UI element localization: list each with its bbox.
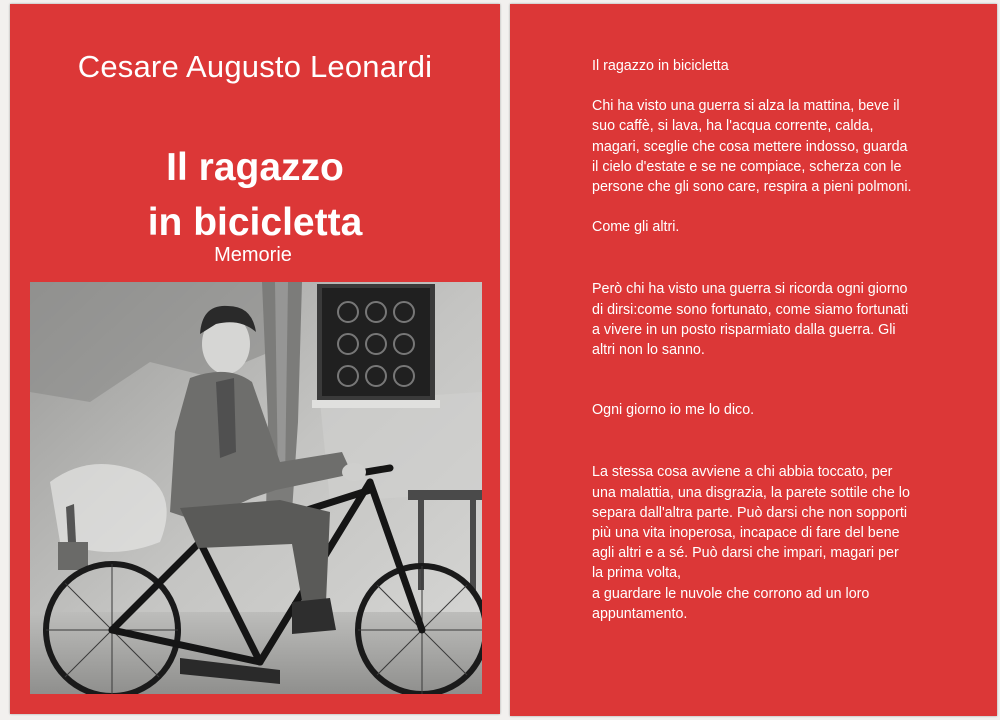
blurb-paragraph: Ogni giorno io me lo dico. [592,402,755,419]
book-subtitle: Memorie [214,244,292,266]
blurb-paragraph: Come gli altri. [592,219,680,236]
blurb-paragraph: La stessa cosa avviene a chi abbia toccato, per una malattia, una disgrazia, la parete sottile che lo separa dall'altra parte. Può darsi che non sopporti più una vita inoperosa, incapace di fare del bene agli altri e a sé. Può darsi che impari, magari per la prima volta, a guardare le nuvole che corrono ad un loro appuntamento. [592,464,910,622]
author-name: Cesare Augusto Leonardi [77,49,433,84]
back-cover [510,4,997,716]
title-line-2: in bicicletta [147,201,363,244]
boy-on-bicycle-photo [30,282,482,694]
back-cover-blurb [592,56,952,624]
front-cover [10,4,500,714]
blurb-paragraph: Però chi ha visto una guerra si ricorda ogni giorno di dirsi:come sono fortunato, come siamo fortunati a vivere in un posto risparmiato dalla guerra. Gli altri non lo sanno. [592,281,909,359]
cover-photo [30,282,482,694]
title-line-1: Il ragazzo [166,146,344,189]
back-heading: Il ragazzo in bicicletta [592,58,729,74]
book-title [10,140,500,250]
blurb-paragraph: Chi ha visto una guerra si alza la mattina, beve il suo caffè, si lava, ha l'acqua corrente, calda, magari, sceglie che cosa mettere indosso, guarda il cielo d'estate e se ne compiace, scherza con le persone che gli sono care, respira a pieni polmoni. [592,98,912,196]
